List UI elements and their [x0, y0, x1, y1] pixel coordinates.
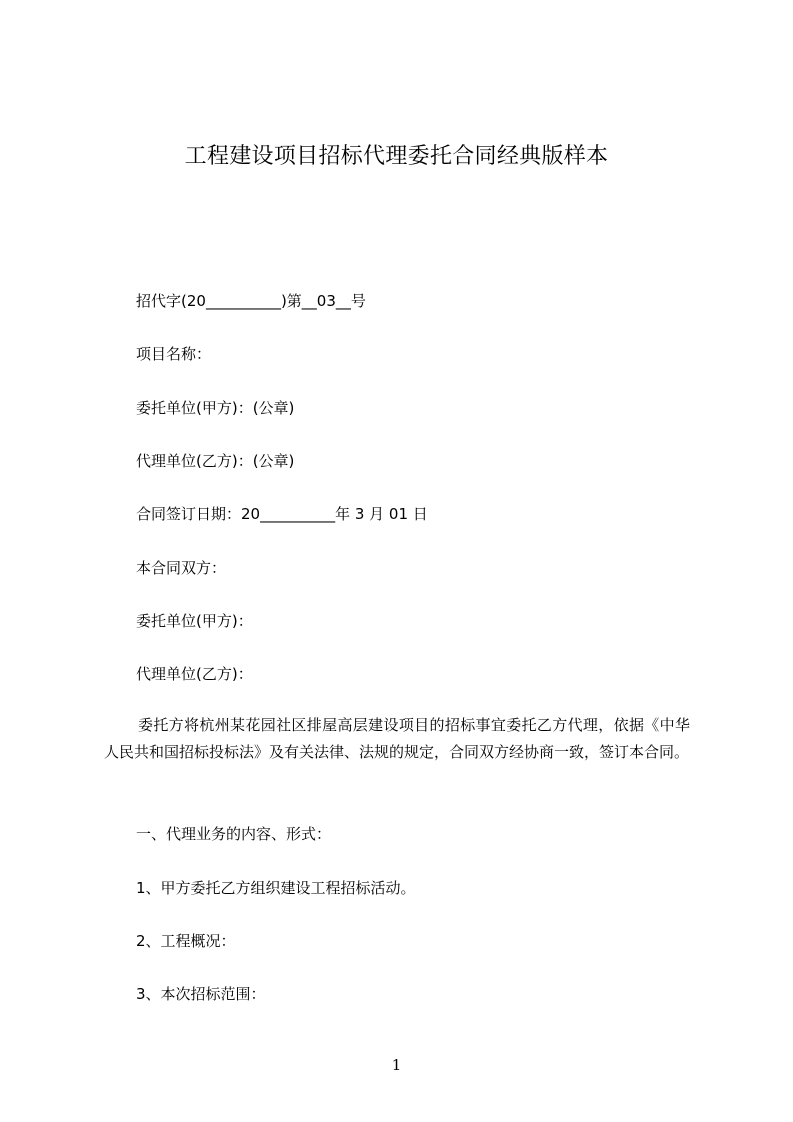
page-number: 1 [391, 1056, 402, 1074]
intro-paragraph: 委托方将杭州某花园社区排屋高层建设项目的招标事宜委托乙方代理，依据《中华人民共和国招标投标法》及有关法律、法规的规定，合同双方经协商一致，签订本合同。 [104, 716, 690, 761]
list-item: 1、甲方委托乙方组织建设工程招标活动。 [136, 879, 416, 897]
document-title: 工程建设项目招标代理委托合同经典版样本 [184, 144, 609, 169]
agent-seal-line: 代理单位(乙方)：(公章) [136, 452, 295, 470]
project-name-line: 项目名称： [136, 345, 212, 363]
client-seal-line: 委托单位(甲方)：(公章) [136, 399, 295, 417]
section-heading: 一、代理业务的内容、形式： [136, 825, 332, 843]
contract-parties-line: 本合同双方： [136, 559, 227, 577]
signing-date-line: 合同签订日期：20__________年 3 月 01 日 [136, 505, 428, 523]
list-item: 2、工程概况： [136, 932, 236, 950]
list-item: 3、本次招标范围： [136, 985, 266, 1003]
client-party-line: 委托单位(甲方)： [136, 612, 253, 630]
agent-party-line: 代理单位(乙方)： [136, 665, 253, 683]
tender-code-line: 招代字(20__________)第__03__号 [136, 292, 366, 310]
